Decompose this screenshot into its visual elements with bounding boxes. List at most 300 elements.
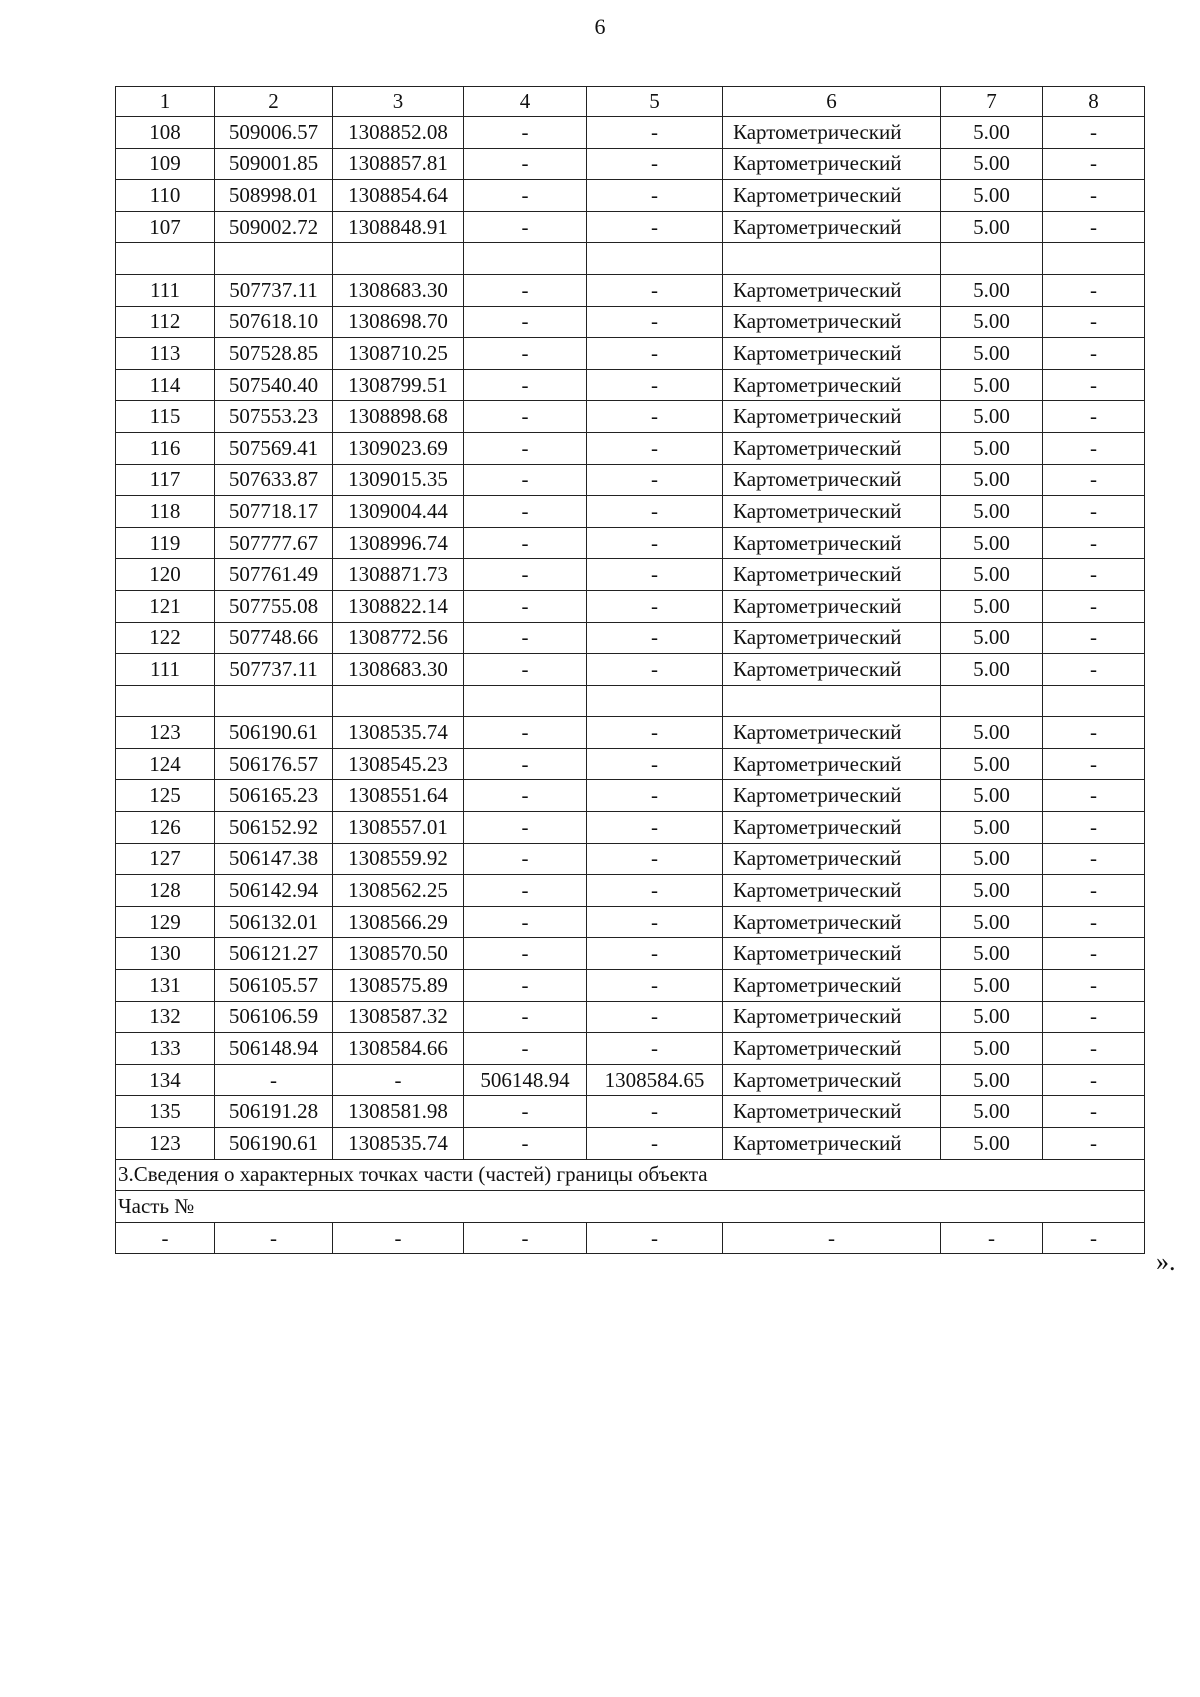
table-cell: 111 xyxy=(116,274,215,306)
table-cell: 507540.40 xyxy=(215,369,333,401)
table-cell: - xyxy=(1043,748,1145,780)
table-row xyxy=(116,843,1145,875)
table-cell: - xyxy=(464,1096,587,1128)
table-row xyxy=(116,369,1145,401)
table-cell xyxy=(464,685,587,717)
table-row xyxy=(116,117,1145,149)
table-cell: - xyxy=(1043,717,1145,749)
table-cell: 506121.27 xyxy=(215,938,333,970)
table-cell: Картометрический xyxy=(723,306,941,338)
table-cell: 506152.92 xyxy=(215,812,333,844)
table-cell xyxy=(587,685,723,717)
table-cell: - xyxy=(464,559,587,591)
table-cell: 507569.41 xyxy=(215,432,333,464)
table-cell: - xyxy=(1043,970,1145,1002)
header-cell: 7 xyxy=(941,87,1043,117)
table-cell xyxy=(1043,243,1145,275)
table-cell: 1308559.92 xyxy=(333,843,464,875)
table-cell xyxy=(1043,685,1145,717)
table-cell xyxy=(333,685,464,717)
table-cell: - xyxy=(1043,1064,1145,1096)
table-cell: 1308848.91 xyxy=(333,211,464,243)
table-cell: 128 xyxy=(116,875,215,907)
table-cell: - xyxy=(1043,117,1145,149)
table-cell xyxy=(941,685,1043,717)
table-cell: 5.00 xyxy=(941,211,1043,243)
table-cell: - xyxy=(1043,527,1145,559)
table-cell: 117 xyxy=(116,464,215,496)
table-cell: - xyxy=(333,1222,464,1254)
table-row xyxy=(116,906,1145,938)
table-row xyxy=(116,748,1145,780)
table-cell: - xyxy=(116,1222,215,1254)
table-row xyxy=(116,401,1145,433)
table-row xyxy=(116,590,1145,622)
table-row xyxy=(116,559,1145,591)
table-cell: 5.00 xyxy=(941,274,1043,306)
table-cell: 1308698.70 xyxy=(333,306,464,338)
table-cell: 121 xyxy=(116,590,215,622)
header-cell: 5 xyxy=(587,87,723,117)
table-cell: 1308996.74 xyxy=(333,527,464,559)
table-cell: 506105.57 xyxy=(215,970,333,1002)
table-row xyxy=(116,875,1145,907)
table-cell: 507528.85 xyxy=(215,338,333,370)
table-cell: 123 xyxy=(116,1128,215,1160)
part-label: Часть № xyxy=(116,1191,1145,1223)
table-cell: Картометрический xyxy=(723,654,941,686)
table-cell: 1308799.51 xyxy=(333,369,464,401)
table-cell: - xyxy=(1043,1096,1145,1128)
table-row xyxy=(116,306,1145,338)
table-cell: Картометрический xyxy=(723,938,941,970)
table-cell: - xyxy=(587,748,723,780)
table-cell: 107 xyxy=(116,211,215,243)
table-cell: 5.00 xyxy=(941,401,1043,433)
table-cell: - xyxy=(587,180,723,212)
table-cell: 131 xyxy=(116,970,215,1002)
table-row xyxy=(116,780,1145,812)
table-cell: Картометрический xyxy=(723,401,941,433)
table-cell: 5.00 xyxy=(941,717,1043,749)
table-row xyxy=(116,622,1145,654)
table-cell xyxy=(116,243,215,275)
table-cell: 508998.01 xyxy=(215,180,333,212)
table-cell: 5.00 xyxy=(941,970,1043,1002)
table-cell xyxy=(215,685,333,717)
table-cell xyxy=(215,243,333,275)
table-cell: - xyxy=(464,622,587,654)
table-cell: - xyxy=(464,464,587,496)
table-cell: 1308566.29 xyxy=(333,906,464,938)
table-cell: - xyxy=(464,1001,587,1033)
table-cell xyxy=(464,243,587,275)
table-cell: - xyxy=(1043,274,1145,306)
table-cell: 125 xyxy=(116,780,215,812)
table-cell: 5.00 xyxy=(941,432,1043,464)
table-row xyxy=(116,1096,1145,1128)
table-cell: Картометрический xyxy=(723,338,941,370)
table-cell: 1308570.50 xyxy=(333,938,464,970)
table-cell: 1308551.64 xyxy=(333,780,464,812)
table-cell: Картометрический xyxy=(723,369,941,401)
table-cell: 506191.28 xyxy=(215,1096,333,1128)
table-row xyxy=(116,180,1145,212)
table-cell: 1308683.30 xyxy=(333,654,464,686)
table-row xyxy=(116,970,1145,1002)
table-cell: - xyxy=(1043,843,1145,875)
section-title-row xyxy=(116,1159,1145,1191)
table-cell xyxy=(333,243,464,275)
table-cell: 5.00 xyxy=(941,875,1043,907)
table-cell: - xyxy=(587,1001,723,1033)
header-cell: 3 xyxy=(333,87,464,117)
table-cell: 1308854.64 xyxy=(333,180,464,212)
table-cell: 1308584.66 xyxy=(333,1033,464,1065)
header-cell: 8 xyxy=(1043,87,1145,117)
table-cell: - xyxy=(587,148,723,180)
table-cell: 5.00 xyxy=(941,938,1043,970)
table-cell: 1308535.74 xyxy=(333,1128,464,1160)
table-cell: - xyxy=(464,306,587,338)
table-cell: 509006.57 xyxy=(215,117,333,149)
table-cell: - xyxy=(587,496,723,528)
table-cell: 506142.94 xyxy=(215,875,333,907)
table-cell: - xyxy=(464,1222,587,1254)
table-cell: 506148.94 xyxy=(464,1064,587,1096)
table-cell: - xyxy=(587,590,723,622)
table-cell: - xyxy=(587,780,723,812)
table-cell: 5.00 xyxy=(941,843,1043,875)
table-cell: - xyxy=(587,369,723,401)
table-cell: Картометрический xyxy=(723,559,941,591)
table-cell: - xyxy=(587,906,723,938)
table-cell: - xyxy=(464,117,587,149)
table-cell: 5.00 xyxy=(941,1033,1043,1065)
table-row xyxy=(116,1033,1145,1065)
table-cell: - xyxy=(464,274,587,306)
table-cell: 1309004.44 xyxy=(333,496,464,528)
table-cell: 113 xyxy=(116,338,215,370)
table-cell: - xyxy=(1043,432,1145,464)
table-header-row xyxy=(116,87,1145,117)
table-cell: 1308557.01 xyxy=(333,812,464,844)
table-cell: Картометрический xyxy=(723,843,941,875)
table-cell: 1309015.35 xyxy=(333,464,464,496)
table-cell: - xyxy=(464,938,587,970)
table-cell: 507737.11 xyxy=(215,274,333,306)
table-cell: 1308822.14 xyxy=(333,590,464,622)
table-cell: 135 xyxy=(116,1096,215,1128)
table-cell: 116 xyxy=(116,432,215,464)
table-row xyxy=(116,654,1145,686)
table-cell: 5.00 xyxy=(941,527,1043,559)
table-row xyxy=(116,464,1145,496)
table-cell: Картометрический xyxy=(723,274,941,306)
table-cell: - xyxy=(464,338,587,370)
table-cell: - xyxy=(464,1128,587,1160)
table-cell: - xyxy=(587,1033,723,1065)
table-cell: - xyxy=(1043,780,1145,812)
table-cell: 507777.67 xyxy=(215,527,333,559)
table-cell: - xyxy=(1043,938,1145,970)
table-cell: 5.00 xyxy=(941,622,1043,654)
table-cell: 110 xyxy=(116,180,215,212)
table-cell: - xyxy=(1043,1128,1145,1160)
table-cell: Картометрический xyxy=(723,780,941,812)
table-cell: - xyxy=(587,938,723,970)
table-cell: - xyxy=(1043,1033,1145,1065)
table-cell: - xyxy=(464,654,587,686)
table-cell: 1308562.25 xyxy=(333,875,464,907)
table-cell: 5.00 xyxy=(941,338,1043,370)
table-row xyxy=(116,1064,1145,1096)
table-cell: 5.00 xyxy=(941,559,1043,591)
table-cell: 5.00 xyxy=(941,117,1043,149)
table-cell: 506165.23 xyxy=(215,780,333,812)
table-row xyxy=(116,812,1145,844)
table-cell: - xyxy=(1043,1001,1145,1033)
table-cell: - xyxy=(587,401,723,433)
table-row xyxy=(116,211,1145,243)
page-number: 6 xyxy=(594,14,606,39)
table-cell: 129 xyxy=(116,906,215,938)
table-cell: Картометрический xyxy=(723,211,941,243)
table-row xyxy=(116,527,1145,559)
table-cell: - xyxy=(587,338,723,370)
table-cell: 5.00 xyxy=(941,464,1043,496)
table-cell: - xyxy=(1043,148,1145,180)
table-cell xyxy=(941,243,1043,275)
table-cell: 1308581.98 xyxy=(333,1096,464,1128)
table-cell: - xyxy=(464,180,587,212)
table-cell: Картометрический xyxy=(723,590,941,622)
table-cell: 1308772.56 xyxy=(333,622,464,654)
table-cell: 119 xyxy=(116,527,215,559)
table-cell: 5.00 xyxy=(941,812,1043,844)
table-cell: - xyxy=(464,1033,587,1065)
table-cell: - xyxy=(464,496,587,528)
table-cell: - xyxy=(464,906,587,938)
table-cell: - xyxy=(1043,622,1145,654)
table-cell: - xyxy=(464,875,587,907)
table-cell: Картометрический xyxy=(723,717,941,749)
table-cell: - xyxy=(1043,180,1145,212)
table-row xyxy=(116,496,1145,528)
table-row xyxy=(116,148,1145,180)
table-cell: 1309023.69 xyxy=(333,432,464,464)
table-cell: 1308852.08 xyxy=(333,117,464,149)
table-row xyxy=(116,717,1145,749)
table-row xyxy=(116,1001,1145,1033)
table-cell: - xyxy=(1043,211,1145,243)
table-cell: 1308535.74 xyxy=(333,717,464,749)
table-cell: Картометрический xyxy=(723,527,941,559)
table-cell: 1308710.25 xyxy=(333,338,464,370)
table-cell: 5.00 xyxy=(941,906,1043,938)
header-cell: 6 xyxy=(723,87,941,117)
table-cell: 506190.61 xyxy=(215,717,333,749)
table-cell: Картометрический xyxy=(723,1128,941,1160)
table-cell: 507755.08 xyxy=(215,590,333,622)
table-cell: - xyxy=(587,306,723,338)
table-cell: - xyxy=(587,559,723,591)
table-cell: - xyxy=(464,812,587,844)
table-cell: Картометрический xyxy=(723,748,941,780)
table-cell: Картометрический xyxy=(723,432,941,464)
table-cell: 1308898.68 xyxy=(333,401,464,433)
table-cell: - xyxy=(587,1222,723,1254)
table-cell: 506147.38 xyxy=(215,843,333,875)
table-cell: Картометрический xyxy=(723,1001,941,1033)
table-cell: 509001.85 xyxy=(215,148,333,180)
table-cell: - xyxy=(1043,590,1145,622)
table-cell: - xyxy=(1043,1222,1145,1254)
table-cell: 507633.87 xyxy=(215,464,333,496)
table-cell: Картометрический xyxy=(723,117,941,149)
table-cell: Картометрический xyxy=(723,970,941,1002)
table-cell: Картометрический xyxy=(723,906,941,938)
table-cell xyxy=(723,243,941,275)
table-cell: - xyxy=(587,211,723,243)
table-cell: 5.00 xyxy=(941,654,1043,686)
table-cell: - xyxy=(1043,875,1145,907)
table-cell: 114 xyxy=(116,369,215,401)
table-cell: - xyxy=(1043,306,1145,338)
table-cell: Картометрический xyxy=(723,180,941,212)
table-cell: 127 xyxy=(116,843,215,875)
table-row xyxy=(116,1222,1145,1254)
table-cell: Картометрический xyxy=(723,812,941,844)
table-cell: 506176.57 xyxy=(215,748,333,780)
table-cell: 111 xyxy=(116,654,215,686)
table-cell: - xyxy=(1043,464,1145,496)
table-cell: - xyxy=(587,812,723,844)
table-cell: 1308857.81 xyxy=(333,148,464,180)
table-cell: 507553.23 xyxy=(215,401,333,433)
closing-quote-mark: ». xyxy=(1156,1247,1176,1276)
table-cell: - xyxy=(587,717,723,749)
table-cell: - xyxy=(333,1064,464,1096)
table-cell: 5.00 xyxy=(941,1001,1043,1033)
table-cell: 1308871.73 xyxy=(333,559,464,591)
table-cell: - xyxy=(464,843,587,875)
table-cell: - xyxy=(587,1128,723,1160)
table-cell: 5.00 xyxy=(941,369,1043,401)
table-cell: - xyxy=(1043,369,1145,401)
table-cell: 108 xyxy=(116,117,215,149)
table-cell: 5.00 xyxy=(941,1096,1043,1128)
table-cell: 5.00 xyxy=(941,180,1043,212)
table-cell: 1308575.89 xyxy=(333,970,464,1002)
table-cell: 118 xyxy=(116,496,215,528)
table-cell: - xyxy=(587,432,723,464)
table-cell: - xyxy=(587,1096,723,1128)
section-title: 3.Сведения о характерных точках части (частей) границы объекта xyxy=(116,1159,1145,1191)
table-cell: - xyxy=(464,211,587,243)
table-cell: - xyxy=(1043,654,1145,686)
table-cell: - xyxy=(587,527,723,559)
table-cell: 5.00 xyxy=(941,306,1043,338)
table-cell: - xyxy=(464,527,587,559)
table-cell: - xyxy=(215,1222,333,1254)
table-cell xyxy=(116,685,215,717)
table-cell: 5.00 xyxy=(941,496,1043,528)
table-cell: - xyxy=(587,117,723,149)
table-cell: - xyxy=(587,274,723,306)
table-cell xyxy=(723,685,941,717)
table-cell: 5.00 xyxy=(941,1064,1043,1096)
table-cell: Картометрический xyxy=(723,1064,941,1096)
table-row xyxy=(116,938,1145,970)
table-cell: - xyxy=(587,464,723,496)
table-cell: 509002.72 xyxy=(215,211,333,243)
table-cell: 507761.49 xyxy=(215,559,333,591)
table-cell: - xyxy=(464,748,587,780)
table-cell: - xyxy=(464,717,587,749)
table-cell: 120 xyxy=(116,559,215,591)
header-cell: 2 xyxy=(215,87,333,117)
table-cell: - xyxy=(464,590,587,622)
table-cell: - xyxy=(1043,559,1145,591)
table-cell: - xyxy=(587,970,723,1002)
table-cell: 506190.61 xyxy=(215,1128,333,1160)
table-cell: Картометрический xyxy=(723,622,941,654)
table-cell: - xyxy=(723,1222,941,1254)
table-cell: - xyxy=(464,432,587,464)
table-cell: 507748.66 xyxy=(215,622,333,654)
table-cell: 124 xyxy=(116,748,215,780)
table-cell: 5.00 xyxy=(941,1128,1043,1160)
table-cell: 507618.10 xyxy=(215,306,333,338)
table-row xyxy=(116,432,1145,464)
table-cell: 132 xyxy=(116,1001,215,1033)
table-cell: - xyxy=(1043,496,1145,528)
header-cell: 4 xyxy=(464,87,587,117)
table-cell: - xyxy=(215,1064,333,1096)
table-cell: 115 xyxy=(116,401,215,433)
table-cell: Картометрический xyxy=(723,1096,941,1128)
table-cell: 506106.59 xyxy=(215,1001,333,1033)
table-cell: Картометрический xyxy=(723,496,941,528)
table-cell: - xyxy=(1043,338,1145,370)
table-cell: - xyxy=(464,369,587,401)
table-cell: - xyxy=(1043,812,1145,844)
table-cell: 507737.11 xyxy=(215,654,333,686)
table-cell: 122 xyxy=(116,622,215,654)
table-cell: - xyxy=(587,875,723,907)
table-row xyxy=(116,243,1145,275)
header-cell: 1 xyxy=(116,87,215,117)
table-cell: 5.00 xyxy=(941,748,1043,780)
table-cell: - xyxy=(464,780,587,812)
table-cell: 1308584.65 xyxy=(587,1064,723,1096)
table-cell: 126 xyxy=(116,812,215,844)
table-cell: 5.00 xyxy=(941,590,1043,622)
table-cell: 133 xyxy=(116,1033,215,1065)
table-cell: - xyxy=(1043,906,1145,938)
table-cell: 5.00 xyxy=(941,148,1043,180)
table-cell: 134 xyxy=(116,1064,215,1096)
table-cell: - xyxy=(587,622,723,654)
table-cell: 506148.94 xyxy=(215,1033,333,1065)
table-cell: 1308587.32 xyxy=(333,1001,464,1033)
table-cell: Картометрический xyxy=(723,875,941,907)
table-row xyxy=(116,1128,1145,1160)
table-cell: - xyxy=(587,654,723,686)
table-cell: - xyxy=(941,1222,1043,1254)
table-cell: - xyxy=(464,401,587,433)
